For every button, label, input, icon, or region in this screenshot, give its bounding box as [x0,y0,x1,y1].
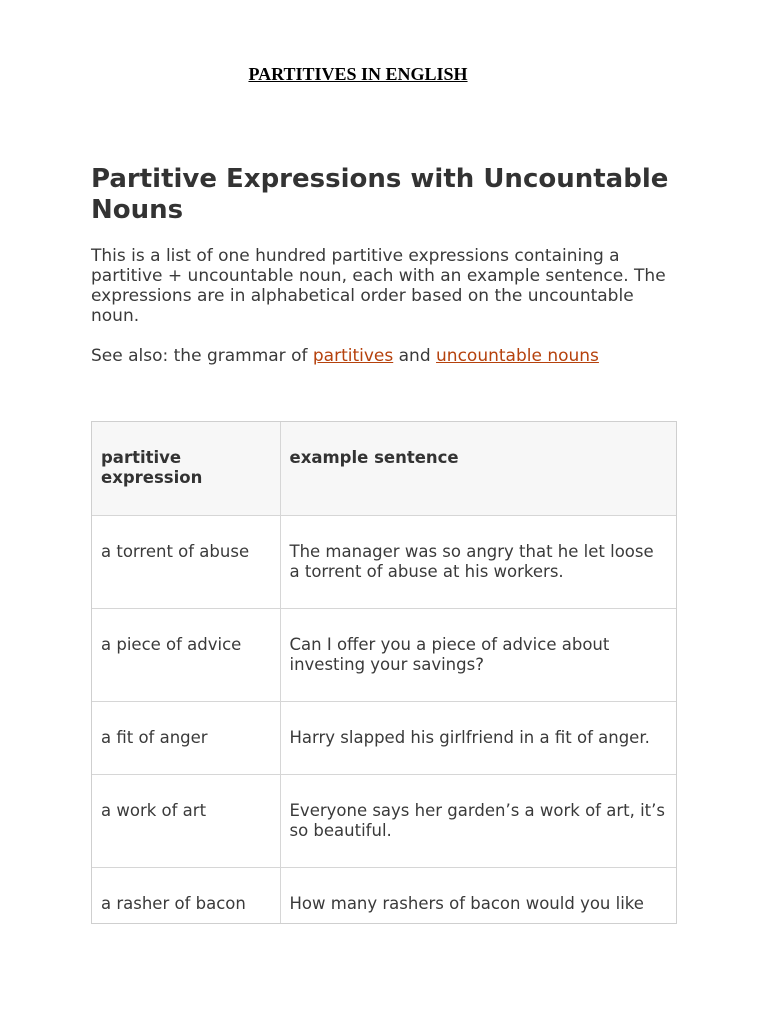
table-row [92,701,676,774]
expression-cell: a fit of anger [92,701,280,774]
table-row [92,515,676,608]
article-body [91,164,681,366]
expression-cell: a rasher of bacon [92,867,280,924]
table-row [92,867,676,924]
partitives-link[interactable]: partitives [312,346,394,366]
section-heading: Partitive Expressions with Uncountable Nouns [91,164,669,225]
header-example-sentence: example sentence [280,422,676,515]
table-row [92,774,676,867]
example-cell: The manager was so angry that he let loose a torrent of abuse at his workers. [280,515,676,608]
see-also-middle: and [393,346,437,366]
document-title: PARTITIVES IN ENGLISH [248,64,468,84]
table-row [92,608,676,701]
header-partitive-expression: partitive expression [92,422,280,515]
example-cell: Can I offer you a piece of advice about investing your savings? [280,608,676,701]
expression-cell: a piece of advice [92,608,280,701]
example-cell: Everyone says her garden’s a work of art, it’s so beautiful. [280,774,676,867]
partitives-table [92,422,676,924]
partitives-table-container [91,421,677,924]
see-also-prefix: See also: the grammar of [91,346,313,366]
expression-cell: a torrent of abuse [92,515,280,608]
table-header-row [92,422,676,515]
expression-cell: a work of art [92,774,280,867]
intro-paragraph: This is a list of one hundred partitive expressions containing a partitive + uncountable noun, each with an example sentence. The expressions are in alphabetical order based on the uncountable noun. [91,246,666,326]
example-cell: Harry slapped his girlfriend in a fit of anger. [280,701,676,774]
see-also-paragraph [91,346,681,366]
uncountable-nouns-link[interactable]: uncountable nouns [436,346,599,366]
example-cell: How many rashers of bacon would you like [280,867,676,924]
